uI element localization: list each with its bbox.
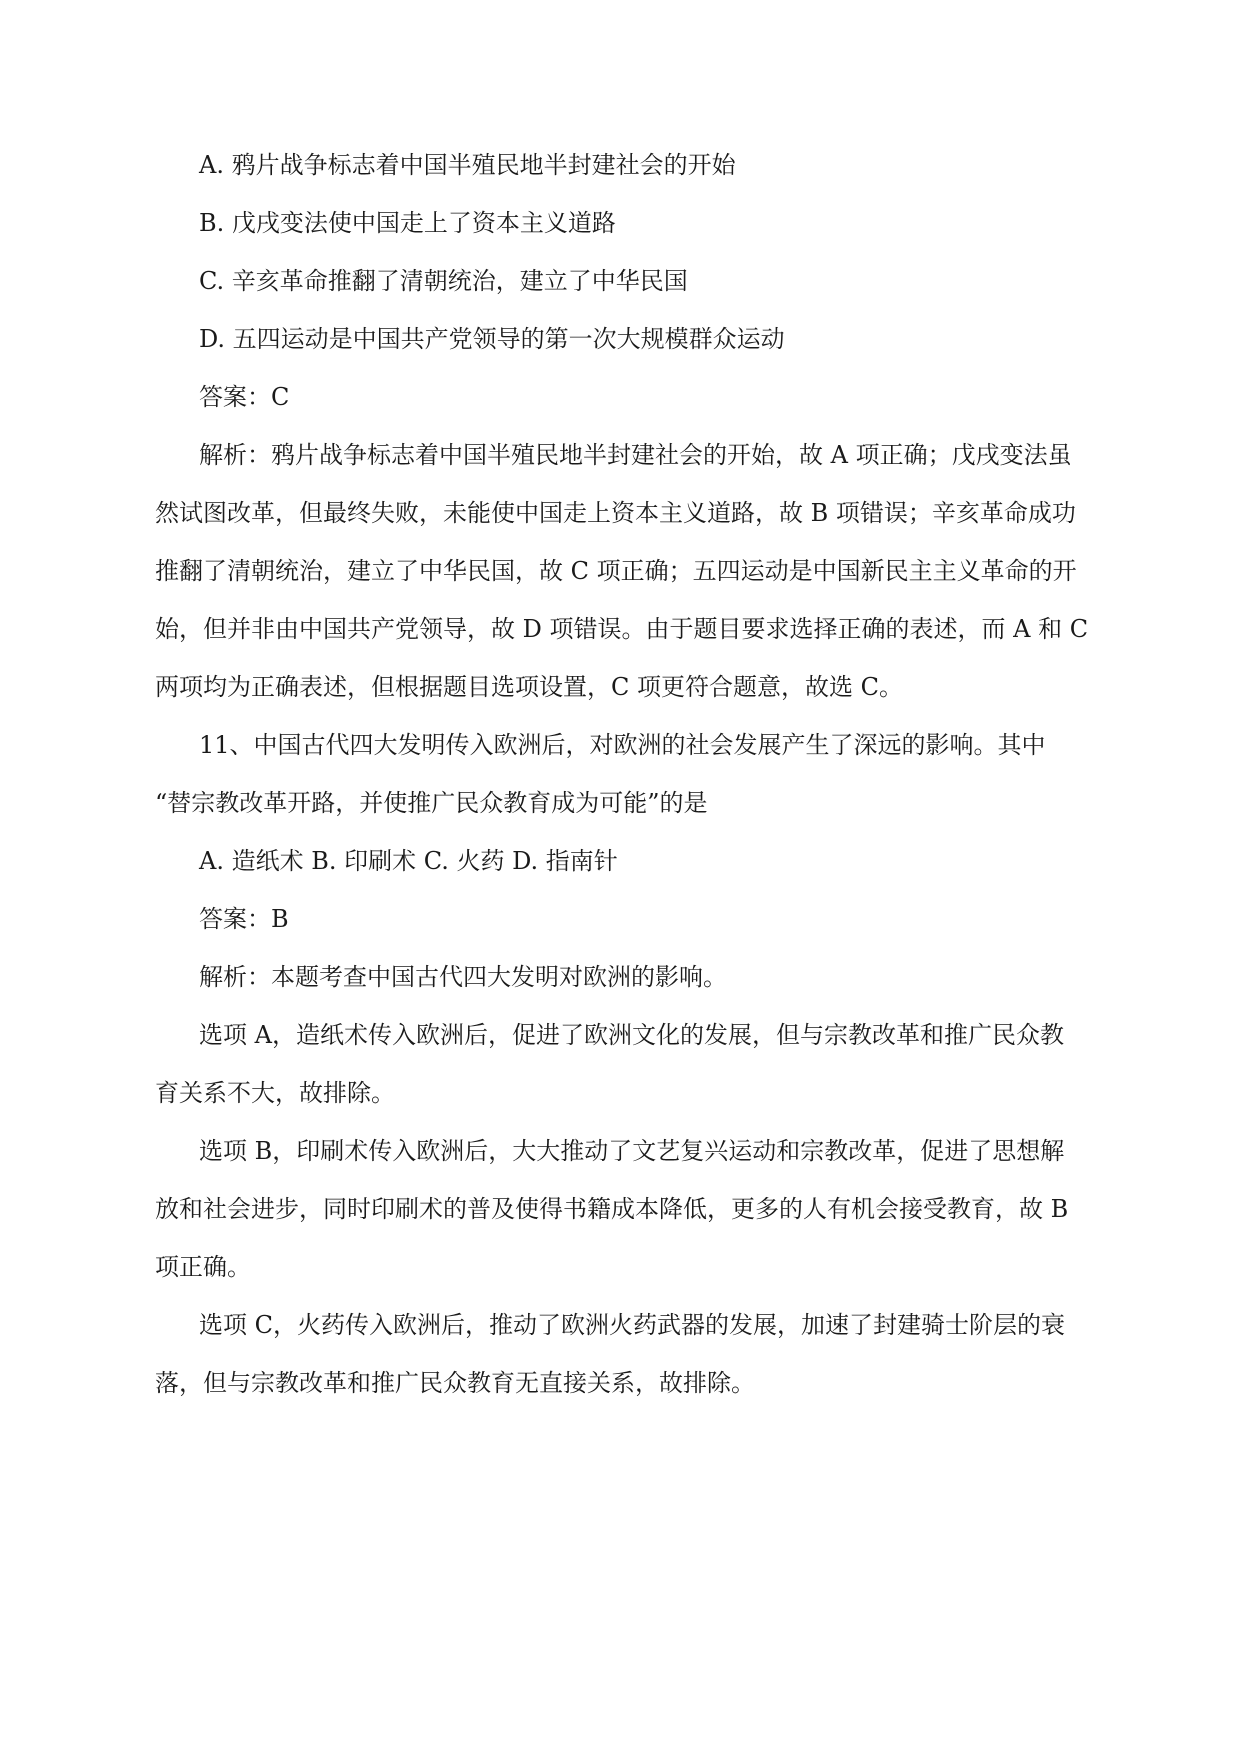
- q10-option-a: A. 鸦片战争标志着中国半殖民地半封建社会的开始: [199, 151, 736, 179]
- q11-options: A. 造纸术 B. 印刷术 C. 火药 D. 指南针: [199, 847, 618, 875]
- q11-answer: 答案：B: [199, 905, 289, 933]
- q11-option-c-analysis: 落，但与宗教改革和推广民众教育无直接关系，故排除。: [155, 1369, 755, 1397]
- q10-analysis-line: 解析：鸦片战争标志着中国半殖民地半封建社会的开始，故 A 项正确；戊戌变法虽: [199, 441, 1072, 469]
- q10-analysis-line: 然试图改革，但最终失败，未能使中国走上资本主义道路，故 B 项错误；辛亥革命成功: [155, 499, 1076, 527]
- q11-analysis-intro: 解析：本题考查中国古代四大发明对欧洲的影响。: [199, 963, 727, 991]
- q10-option-b: B. 戊戌变法使中国走上了资本主义道路: [199, 209, 616, 237]
- q11-stem-line: 11、中国古代四大发明传入欧洲后，对欧洲的社会发展产生了深远的影响。其中: [199, 731, 1046, 759]
- q11-option-a-analysis: 选项 A，造纸术传入欧洲后，促进了欧洲文化的发展，但与宗教改革和推广民众教: [199, 1021, 1064, 1049]
- q11-stem-line: “替宗教改革开路，并使推广民众教育成为可能”的是: [155, 789, 708, 817]
- q10-option-d: D. 五四运动是中国共产党领导的第一次大规模群众运动: [199, 325, 785, 353]
- q10-analysis-line: 始，但并非由中国共产党领导，故 D 项错误。由于题目要求选择正确的表述，而 A 和 C: [155, 615, 1089, 643]
- q11-option-a-analysis: 育关系不大，故排除。: [155, 1079, 395, 1107]
- q10-answer: 答案：C: [199, 383, 290, 411]
- q10-analysis-line: 两项均为正确表述，但根据题目选项设置，C 项更符合题意，故选 C。: [155, 673, 903, 701]
- q11-option-b-analysis: 选项 B，印刷术传入欧洲后，大大推动了文艺复兴运动和宗教改革，促进了思想解: [199, 1137, 1065, 1165]
- q11-option-c-analysis: 选项 C，火药传入欧洲后，推动了欧洲火药武器的发展，加速了封建骑士阶层的衰: [199, 1311, 1065, 1339]
- q10-option-c: C. 辛亥革命推翻了清朝统治，建立了中华民国: [199, 267, 688, 295]
- q11-option-b-analysis: 项正确。: [155, 1253, 251, 1281]
- q10-analysis-line: 推翻了清朝统治，建立了中华民国，故 C 项正确；五四运动是中国新民主主义革命的开: [155, 557, 1077, 585]
- q11-option-b-analysis: 放和社会进步，同时印刷术的普及使得书籍成本降低，更多的人有机会接受教育，故 B: [155, 1195, 1069, 1223]
